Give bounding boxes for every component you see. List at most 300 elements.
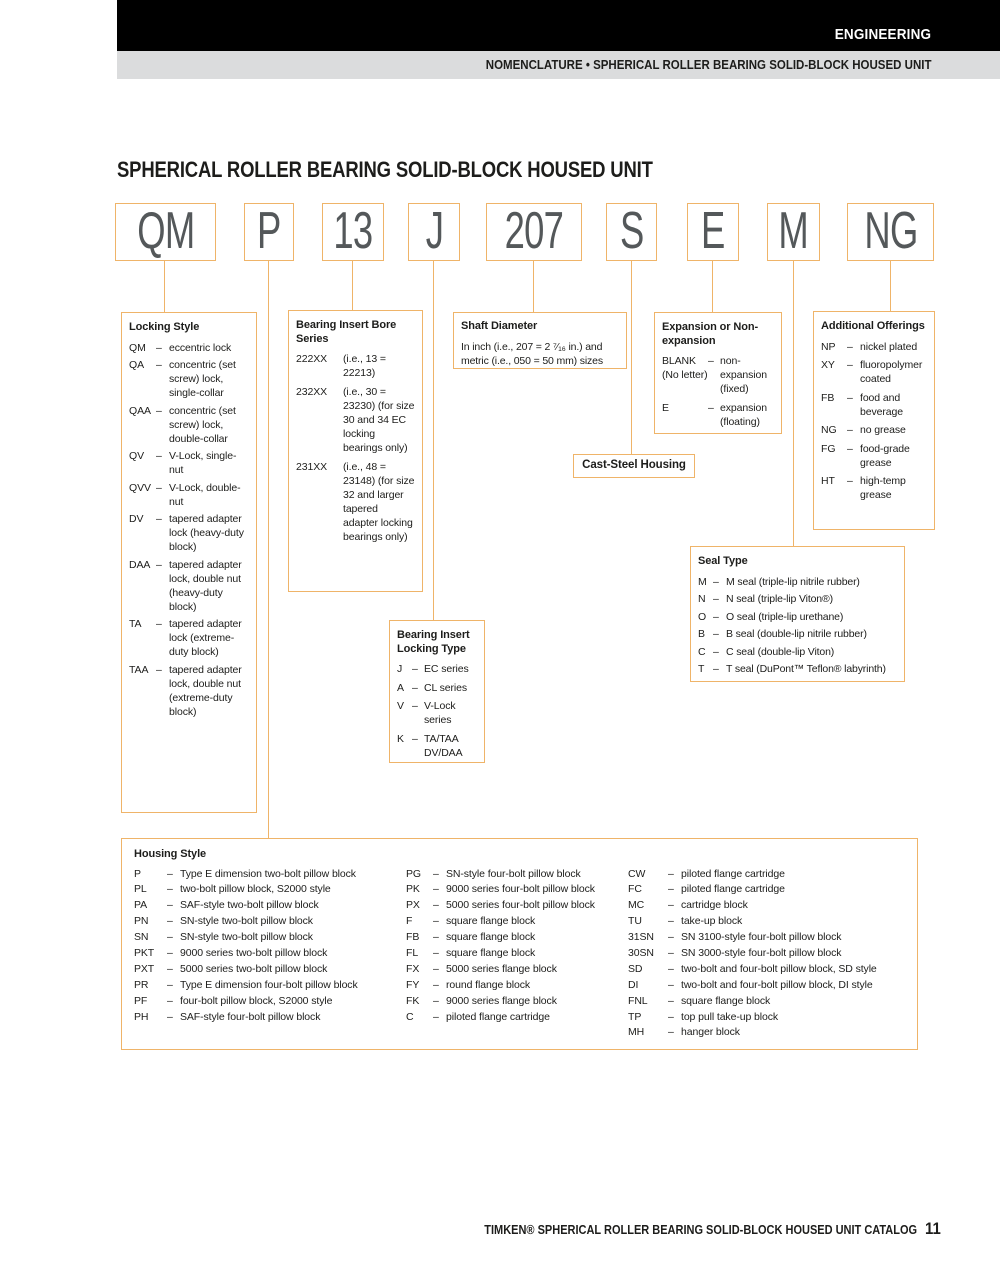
entry-desc: concentric (set screw) lock, double-collar — [169, 404, 236, 445]
entry-desc: 9000 series four-bolt pillow block — [446, 883, 595, 896]
code-entry — [821, 340, 927, 354]
entry-code: C — [406, 1010, 414, 1023]
entry-code: NG — [821, 424, 837, 436]
entry-desc: two-bolt and four-bolt pillow block, SD style — [681, 962, 877, 975]
entry-code: SD — [628, 962, 643, 975]
entry-desc: square flange block — [446, 946, 536, 959]
code-box-j — [408, 203, 460, 261]
code-entry — [397, 732, 477, 760]
entry-desc: tapered adapter lock (heavy-duty block) — [169, 513, 244, 553]
code-entry — [821, 423, 927, 437]
entry-code: FC — [628, 883, 642, 896]
entry-dash: – — [167, 962, 173, 975]
entry-desc: piloted flange cartridge — [681, 867, 785, 880]
code-entry — [129, 663, 249, 719]
entry-dash: – — [713, 575, 719, 588]
code-entry — [628, 868, 905, 882]
entry-dash: – — [713, 645, 719, 658]
entry-desc: 9000 series two-bolt pillow block — [180, 946, 328, 959]
entry-code: 31SN — [628, 931, 654, 944]
entry-code: E — [662, 402, 669, 414]
entry-code: K — [397, 732, 404, 745]
entry-code: A — [397, 681, 404, 694]
entry-code: MC — [628, 899, 645, 912]
code-entry — [821, 358, 927, 386]
code-entry — [406, 979, 628, 993]
entry-dash: – — [167, 883, 173, 896]
entry-dash: – — [156, 513, 162, 525]
entry-code: CW — [628, 867, 646, 880]
entry-dash: – — [847, 391, 853, 404]
entry-dash: – — [713, 628, 719, 640]
code-entry — [129, 558, 249, 614]
entry-dash: – — [167, 946, 173, 959]
code-entry — [821, 442, 927, 470]
code-entry — [129, 404, 249, 446]
entry-desc: (i.e., 48 = 23148) (for size 32 and larger tapered adapter locking bearings only) — [343, 461, 415, 543]
entry-dash: – — [433, 883, 439, 896]
code-box-13 — [322, 203, 384, 261]
code-entry — [698, 610, 897, 624]
cast-steel-housing-label: Cast-Steel Housing — [582, 459, 686, 472]
entry-desc: SN-style four-bolt pillow block — [446, 867, 581, 880]
entry-desc: O seal (triple-lip urethane) — [726, 610, 844, 623]
entry-dash: – — [167, 899, 173, 912]
housing-style-col1 — [134, 868, 406, 1043]
entry-desc: EC series — [424, 663, 469, 675]
entry-dash: – — [668, 867, 674, 880]
entry-code: DAA — [129, 558, 151, 571]
page-title: SPHERICAL ROLLER BEARING SOLID-BLOCK HOUSED UNIT — [117, 156, 653, 182]
entry-code: NP — [821, 340, 836, 353]
entry-desc: round flange block — [446, 978, 531, 991]
entry-desc: N seal (triple-lip Viton®) — [726, 593, 833, 605]
entry-desc: B seal (double-lip nitrile rubber) — [726, 628, 867, 640]
entry-desc: T seal (DuPont™ Teflon® labyrinth) — [726, 663, 886, 675]
entry-desc: 9000 series flange block — [446, 994, 557, 1007]
page-footer — [484, 1219, 941, 1239]
locking-style-box — [121, 312, 257, 813]
entry-dash: – — [156, 341, 162, 354]
code-glyph: M — [778, 203, 809, 260]
shaft-diameter-title: Shaft Diameter — [461, 320, 538, 332]
code-glyph: NG — [863, 203, 918, 260]
code-entry — [628, 1026, 905, 1040]
housing-style-title: Housing Style — [134, 848, 207, 860]
entry-code: J — [397, 663, 403, 675]
entry-desc: M seal (triple-lip nitrile rubber) — [726, 575, 860, 588]
code-entry — [698, 592, 897, 606]
entry-code: N — [698, 593, 706, 605]
seal-type-list — [698, 575, 897, 677]
entry-code: PKT — [134, 946, 155, 959]
housing-style-col2 — [406, 868, 628, 1043]
entry-code: PK — [406, 883, 420, 896]
entry-dash: – — [167, 867, 173, 880]
code-entry — [628, 947, 905, 961]
entry-code: TU — [628, 915, 642, 928]
cast-steel-housing-box — [573, 454, 695, 478]
breadcrumb: NOMENCLATURE • SPHERICAL ROLLER BEARING SOLID-BLOCK HOUSED UNIT — [485, 58, 931, 72]
entry-dash: – — [708, 402, 714, 414]
code-entry — [628, 883, 905, 897]
entry-dash: – — [668, 899, 674, 912]
code-entry — [129, 481, 249, 509]
entry-code: FNL — [628, 994, 648, 1007]
entry-dash: – — [433, 915, 439, 928]
entry-desc: V-Lock series — [424, 700, 456, 726]
entry-code: V — [397, 700, 404, 712]
entry-dash: – — [433, 962, 439, 975]
bore-series-list — [296, 352, 415, 544]
entry-code: FX — [406, 962, 420, 975]
entry-code: QAA — [129, 404, 151, 417]
code-entry — [698, 645, 897, 659]
engineering-header-bar — [117, 0, 1000, 51]
entry-dash: – — [668, 883, 674, 896]
entry-code: PR — [134, 978, 149, 991]
connector-line-s — [631, 261, 632, 454]
breadcrumb-bar — [117, 51, 1000, 79]
code-entry — [628, 995, 905, 1009]
code-entry — [406, 899, 628, 913]
entry-code: PA — [134, 899, 148, 912]
entry-code: MH — [628, 1026, 645, 1039]
code-entry — [406, 947, 628, 961]
code-entry — [397, 681, 477, 695]
entry-dash: – — [156, 558, 162, 571]
entry-desc: C seal (double-lip Viton) — [726, 645, 835, 658]
entry-desc: V-Lock, single-nut — [169, 450, 237, 476]
entry-desc: tapered adapter lock, double nut (heavy-duty block) — [169, 558, 242, 613]
code-box-s — [606, 203, 657, 261]
entry-code: P — [134, 867, 141, 880]
entry-desc: two-bolt and four-bolt pillow block, DI style — [681, 978, 873, 991]
entry-dash: – — [412, 732, 418, 745]
code-entry — [296, 352, 415, 380]
entry-code: XY — [821, 359, 835, 371]
entry-dash: – — [156, 618, 162, 630]
entry-desc: high-temp grease — [860, 475, 906, 501]
entry-desc: (i.e., 13 = 22213) — [343, 353, 386, 379]
connector-line-207 — [533, 261, 534, 312]
entry-dash: – — [156, 359, 162, 371]
code-entry — [129, 512, 249, 554]
code-entry — [129, 449, 249, 477]
seal-type-title: Seal Type — [698, 555, 748, 567]
entry-desc: tapered adapter lock, double nut (extreme-duty block) — [169, 663, 242, 718]
entry-code: O — [698, 610, 707, 623]
locking-style-list — [129, 341, 249, 719]
entry-desc: nickel plated — [860, 340, 918, 353]
entry-code: C — [698, 645, 706, 658]
code-entry — [134, 947, 406, 961]
entry-dash: – — [433, 1010, 439, 1023]
entry-desc: non-expansion (fixed) — [720, 355, 767, 395]
entry-dash: – — [847, 340, 853, 353]
entry-dash: – — [668, 946, 674, 959]
entry-code: M — [698, 575, 707, 588]
entry-desc: top pull take-up block — [681, 1010, 779, 1023]
entry-desc: CL series — [424, 681, 468, 694]
entry-code: B — [698, 628, 705, 640]
entry-dash: – — [412, 700, 418, 712]
additional-offerings-list — [821, 340, 927, 503]
code-entry — [129, 358, 249, 400]
entry-desc: SAF-style four-bolt pillow block — [180, 1010, 321, 1023]
entry-dash: – — [713, 593, 719, 605]
entry-code: PF — [134, 994, 148, 1007]
entry-dash: – — [433, 994, 439, 1007]
locking-type-list — [397, 662, 477, 760]
code-glyph: 207 — [504, 203, 564, 260]
entry-code: TAA — [129, 663, 149, 676]
entry-code: PH — [134, 1010, 149, 1023]
code-entry — [134, 899, 406, 913]
entry-code: FG — [821, 442, 836, 455]
entry-desc: square flange block — [681, 994, 771, 1007]
entry-dash: – — [167, 978, 173, 991]
code-entry — [406, 883, 628, 897]
connector-line-j — [433, 261, 434, 620]
entry-dash: – — [847, 424, 853, 436]
code-box-e — [687, 203, 739, 261]
code-entry — [296, 385, 415, 455]
entry-dash: – — [847, 359, 853, 371]
entry-desc: food and beverage — [860, 391, 903, 418]
code-entry — [406, 963, 628, 977]
entry-code: DV — [129, 513, 144, 525]
entry-dash: – — [167, 994, 173, 1007]
entry-code: SN — [134, 931, 149, 944]
code-entry — [628, 979, 905, 993]
code-entry — [698, 575, 897, 589]
entry-code: PN — [134, 915, 149, 928]
entry-dash: – — [668, 1026, 674, 1039]
code-entry — [397, 662, 477, 676]
entry-dash: – — [668, 931, 674, 944]
footer-catalog-title: TIMKEN® SPHERICAL ROLLER BEARING SOLID-BLOCK HOUSED UNIT CATALOG — [484, 1223, 918, 1237]
entry-dash: – — [708, 355, 714, 367]
code-glyph: J — [425, 203, 443, 260]
engineering-label: ENGINEERING — [834, 26, 931, 43]
code-glyph: P — [257, 203, 281, 260]
entry-desc: square flange block — [446, 915, 536, 928]
code-glyph: 13 — [333, 203, 373, 260]
locking-style-title: Locking Style — [129, 321, 200, 333]
footer-page-number: 11 — [925, 1219, 941, 1238]
entry-code: PG — [406, 867, 421, 880]
code-entry — [134, 995, 406, 1009]
code-glyph: E — [701, 203, 725, 260]
code-box-p — [244, 203, 294, 261]
code-entry — [134, 883, 406, 897]
code-entry — [134, 963, 406, 977]
locking-type-box — [389, 620, 485, 763]
entry-code: FB — [821, 391, 835, 404]
connector-line-ng — [890, 261, 891, 311]
entry-desc: fluoropolymer coated — [860, 359, 923, 385]
entry-desc: no grease — [860, 424, 906, 436]
code-entry — [134, 1011, 406, 1025]
entry-code: QM — [129, 341, 146, 354]
expansion-box — [654, 312, 782, 434]
entry-desc: cartridge block — [681, 899, 748, 912]
entry-dash: – — [668, 994, 674, 1007]
entry-dash: – — [412, 663, 418, 675]
entry-code: TP — [628, 1010, 642, 1023]
locking-type-title: Bearing Insert Locking Type — [397, 629, 470, 655]
code-entry — [134, 868, 406, 882]
entry-desc: Type E dimension four-bolt pillow block — [180, 978, 358, 991]
entry-code: PX — [406, 899, 420, 912]
entry-dash: – — [433, 867, 439, 880]
shaft-diameter-text: In inch (i.e., 207 = 2 ⁷⁄₁₆ in.) and metric (i.e., 050 = 50 mm) sizes — [461, 340, 603, 367]
additional-offerings-box — [813, 311, 935, 530]
entry-desc: SN-style two-bolt pillow block — [180, 915, 313, 928]
code-entry — [628, 963, 905, 977]
code-entry — [406, 868, 628, 882]
entry-desc: square flange block — [446, 931, 536, 944]
code-entry — [296, 460, 415, 544]
entry-dash: – — [668, 1010, 674, 1023]
entry-desc: (i.e., 30 = 23230) (for size 30 and 34 EC locking bearings only) — [343, 386, 415, 454]
code-entry — [406, 1011, 628, 1025]
code-entry — [662, 354, 774, 396]
entry-desc: piloted flange cartridge — [446, 1010, 550, 1023]
entry-dash: – — [156, 663, 162, 676]
bore-series-box — [288, 310, 423, 592]
entry-desc: expansion (floating) — [720, 402, 767, 428]
entry-code: PXT — [134, 962, 155, 975]
entry-code: QV — [129, 450, 144, 462]
entry-dash: – — [668, 978, 674, 991]
entry-desc: hanger block — [681, 1026, 740, 1039]
expansion-list — [662, 354, 774, 429]
code-box-207 — [486, 203, 582, 261]
code-entry — [134, 979, 406, 993]
code-entry — [698, 627, 897, 641]
entry-dash: – — [433, 978, 439, 991]
entry-desc: food-grade grease — [860, 442, 910, 469]
entry-code: QVV — [129, 481, 151, 494]
entry-desc: Type E dimension two-bolt pillow block — [180, 867, 356, 880]
entry-desc: 5000 series four-bolt pillow block — [446, 899, 595, 912]
housing-style-columns — [134, 868, 905, 1043]
entry-dash: – — [156, 450, 162, 462]
entry-code: 232XX — [296, 386, 328, 398]
entry-code: 222XX — [296, 353, 328, 365]
code-entry — [628, 1011, 905, 1025]
entry-desc: SAF-style two-bolt pillow block — [180, 899, 319, 912]
entry-dash: – — [167, 931, 173, 944]
entry-desc: V-Lock, double-nut — [169, 481, 241, 508]
entry-desc: take-up block — [681, 915, 743, 928]
entry-code: FL — [406, 946, 419, 959]
connector-line-13 — [352, 261, 353, 310]
code-box-qm — [115, 203, 216, 261]
code-entry — [129, 341, 249, 355]
entry-code: F — [406, 915, 413, 928]
entry-desc: TA/TAA DV/DAA — [424, 732, 463, 759]
connector-line-m — [793, 261, 794, 546]
code-entry — [134, 915, 406, 929]
entry-desc: tapered adapter lock (extreme-duty block) — [169, 618, 242, 658]
bore-series-title: Bearing Insert Bore Series — [296, 319, 397, 345]
entry-code: TA — [129, 618, 142, 630]
entry-code: BLANK (No letter) — [662, 355, 708, 381]
code-entry — [129, 617, 249, 659]
entry-dash: – — [847, 475, 853, 487]
additional-offerings-title: Additional Offerings — [821, 320, 925, 332]
entry-desc: concentric (set screw) lock, single-collar — [169, 359, 236, 399]
entry-desc: SN-style two-bolt pillow block — [180, 931, 313, 944]
entry-code: PL — [134, 883, 147, 896]
housing-style-col3 — [628, 868, 905, 1043]
entry-dash: – — [433, 946, 439, 959]
connector-line-p — [268, 261, 269, 838]
entry-code: FY — [406, 978, 420, 991]
code-entry — [628, 931, 905, 945]
entry-code: 30SN — [628, 946, 654, 959]
code-box-ng — [847, 203, 934, 261]
code-entry — [821, 391, 927, 419]
entry-code: FK — [406, 994, 420, 1007]
entry-dash: – — [156, 404, 162, 417]
entry-desc: 5000 series two-bolt pillow block — [180, 962, 328, 975]
connector-line-e — [712, 261, 713, 312]
code-entry — [134, 931, 406, 945]
shaft-diameter-box — [453, 312, 627, 369]
entry-dash: – — [433, 931, 439, 944]
code-entry — [821, 474, 927, 502]
entry-desc: four-bolt pillow block, S2000 style — [180, 994, 333, 1007]
entry-desc: two-bolt pillow block, S2000 style — [180, 883, 331, 896]
code-entry — [406, 931, 628, 945]
entry-code: HT — [821, 475, 835, 487]
entry-code: T — [698, 663, 705, 675]
code-entry — [406, 995, 628, 1009]
entry-desc: SN 3100-style four-bolt pillow block — [681, 931, 842, 944]
entry-dash: – — [847, 442, 853, 455]
expansion-title: Expansion or Non-expansion — [662, 321, 759, 347]
housing-style-box — [121, 838, 918, 1050]
connector-line-qm — [164, 261, 165, 312]
entry-dash: – — [156, 481, 162, 494]
entry-dash: – — [668, 915, 674, 928]
code-entry — [698, 662, 897, 676]
code-entry — [662, 401, 774, 429]
entry-desc: piloted flange cartridge — [681, 883, 785, 896]
code-entry — [628, 915, 905, 929]
code-entry — [397, 699, 477, 727]
entry-dash: – — [713, 663, 719, 675]
code-box-m — [767, 203, 820, 261]
entry-dash: – — [167, 915, 173, 928]
code-glyph: QM — [136, 203, 195, 260]
entry-dash: – — [433, 899, 439, 912]
entry-dash: – — [668, 962, 674, 975]
code-entry — [406, 915, 628, 929]
entry-desc: eccentric lock — [169, 341, 232, 354]
code-glyph: S — [619, 203, 644, 260]
entry-code: 231XX — [296, 461, 328, 473]
seal-type-box — [690, 546, 905, 682]
entry-dash: – — [412, 681, 418, 694]
entry-code: DI — [628, 978, 639, 991]
entry-dash: – — [167, 1010, 173, 1023]
entry-desc: 5000 series flange block — [446, 962, 557, 975]
